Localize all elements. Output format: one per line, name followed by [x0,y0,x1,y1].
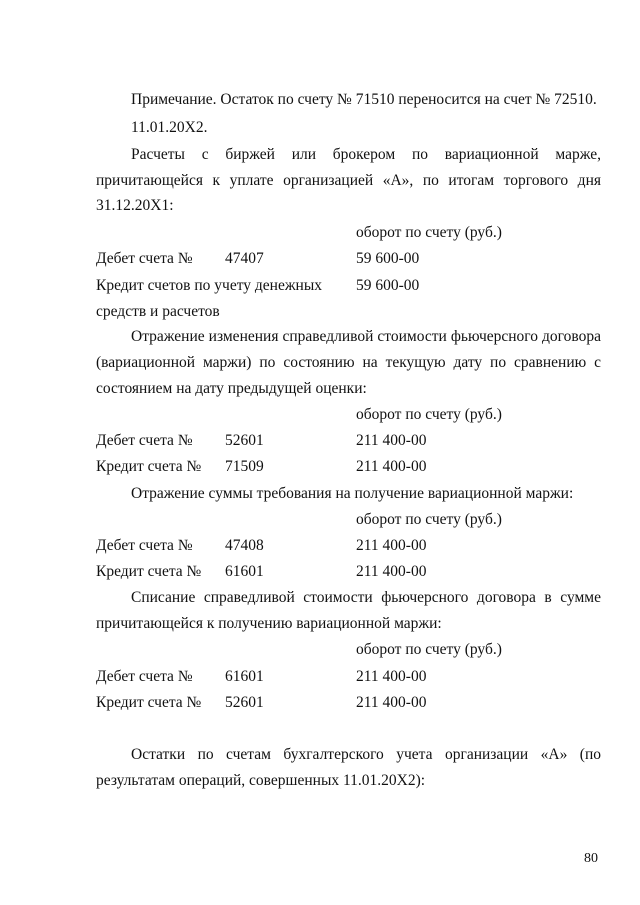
section3-credit-amount: 211 400-00 [356,563,427,580]
section3-debit-label: Дебет счета № [96,537,193,554]
section2-credit-amount: 211 400-00 [356,458,427,475]
section3-credit-label: Кредит счета № [96,563,202,580]
section4-credit-amount: 211 400-00 [356,694,427,711]
section2-credit-account: 71509 [225,458,264,475]
note-text: Примечание. Остаток по счету № 71510 переносится на счет № 72510. [131,91,597,108]
section1-debit-amount: 59 600-00 [356,250,420,267]
section3-paragraph-line1: Отражение суммы требования на получение вариационной маржи: [131,485,574,502]
section4-debit-label: Дебет счета № [96,668,193,685]
section2-debit-label: Дебет счета № [96,432,193,449]
section1-paragraph-line1: Расчеты с биржей или брокером по вариационной марже, [131,146,601,163]
section2-paragraph-line1: Отражение изменения справедливой стоимости фьючерсного договора [131,328,601,345]
section1-credit-amount: 59 600-00 [356,277,420,294]
section4-credit-label: Кредит счета № [96,694,202,711]
section1-credit-label: Кредит счетов по учету денежных [96,277,322,294]
section2-paragraph-line2: (вариационной маржи) по состоянию на текущую дату по сравнению с [96,354,601,371]
section4-debit-account: 61601 [225,668,264,685]
operation-date: 11.01.20Х2. [131,119,208,136]
page-number: 80 [584,851,598,866]
section3-debit-amount: 211 400-00 [356,537,427,554]
section1-paragraph-line3: 31.12.20Х1: [96,197,174,214]
section4-debit-amount: 211 400-00 [356,668,427,685]
section2-credit-label: Кредит счета № [96,458,202,475]
section2-debit-amount: 211 400-00 [356,432,427,449]
section4-turnover-header: оборот по счету (руб.) [356,641,502,658]
section5-paragraph-line1: Остатки по счетам бухгалтерского учета организации «А» (по [131,746,601,763]
section3-turnover-header: оборот по счету (руб.) [356,511,502,528]
section2-paragraph-line3: состоянием на дату предыдущей оценки: [96,380,367,397]
section5-paragraph-line2: результатам операций, совершенных 11.01.20Х2): [96,772,426,789]
section1-debit-label: Дебет счета № [96,250,193,267]
section2-turnover-header: оборот по счету (руб.) [356,406,502,423]
section4-paragraph-line1: Списание справедливой стоимости фьючерсного договора в сумме [131,589,601,606]
section1-turnover-header: оборот по счету (руб.) [356,224,502,241]
section1-credit-label-cont: средств и расчетов [96,303,220,320]
section1-debit-account: 47407 [225,250,264,267]
section3-credit-account: 61601 [225,563,264,580]
section4-paragraph-line2: причитающейся к получению вариационной маржи: [96,615,442,632]
section2-debit-account: 52601 [225,432,264,449]
section4-credit-account: 52601 [225,694,264,711]
section3-debit-account: 47408 [225,537,264,554]
section1-paragraph-line2: причитающейся к уплате организацией «А», по итогам торгового дня [96,172,601,189]
